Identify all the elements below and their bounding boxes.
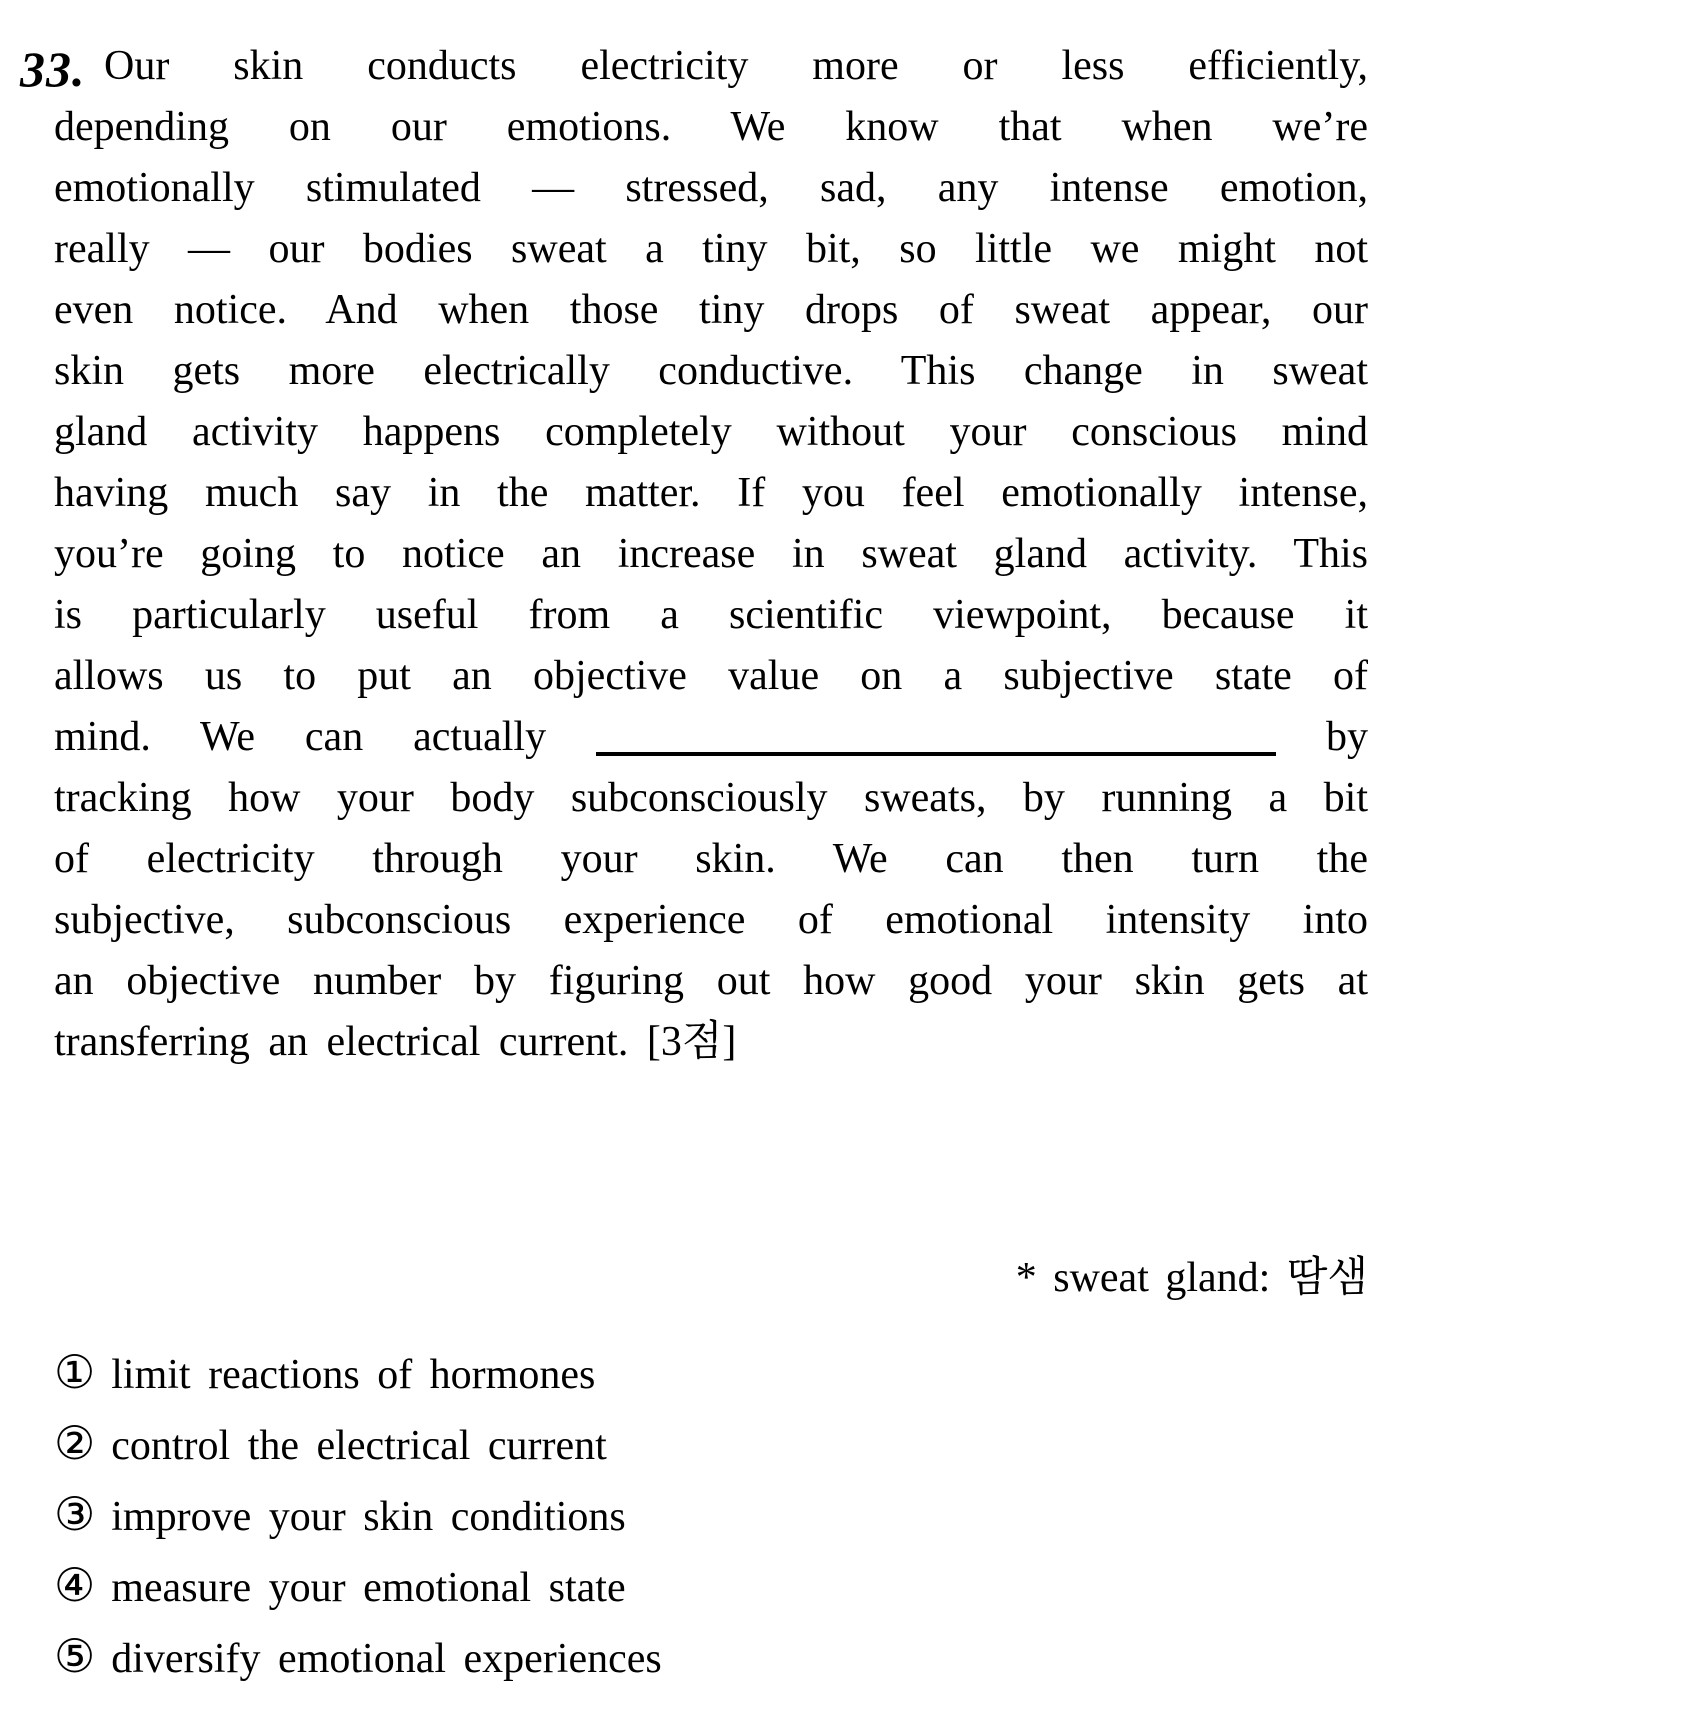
choice-1 [54, 1337, 1368, 1408]
passage-line: really — our bodies sweat a tiny bit, so little we might not [54, 226, 1368, 272]
choice-1-text: limit reactions of hormones [111, 1352, 596, 1398]
choice-2-marker: ② [54, 1416, 96, 1470]
choice-4-marker: ④ [54, 1558, 96, 1612]
question-number: 33. [20, 41, 86, 97]
passage-line: is particularly useful from a scientific viewpoint, because it [54, 592, 1368, 638]
passage-line: depending on our emotions. We know that when we’re [54, 104, 1368, 150]
passage-line: Our skin conducts electricity more or less efficiently, [104, 43, 1368, 89]
passage-line: transferring an electrical current. [3점] [54, 1019, 737, 1065]
choice-5-text: diversify emotional experiences [111, 1636, 662, 1682]
choice-2-text: control the electrical current [111, 1423, 607, 1469]
footnote: * sweat gland: 땀샘 [1015, 1255, 1368, 1301]
choice-3-marker: ③ [54, 1487, 96, 1541]
passage-line: skin gets more electrically conductive. This change in sweat [54, 348, 1368, 394]
choice-5 [54, 1621, 1368, 1692]
choice-5-marker: ⑤ [54, 1629, 96, 1683]
passage-line: having much say in the matter. If you feel emotionally intense, [54, 470, 1368, 516]
choices [54, 1337, 1368, 1692]
passage-line: even notice. And when those tiny drops of sweat appear, our [54, 287, 1368, 333]
passage-line: you’re going to notice an increase in sweat gland activity. This [54, 531, 1368, 577]
answer-blank [596, 748, 1276, 756]
passage [54, 36, 1368, 1073]
passage-line: of electricity through your skin. We can then turn the [54, 836, 1368, 882]
choice-3 [54, 1479, 1368, 1550]
passage-line: subjective, subconscious experience of emotional intensity into [54, 897, 1368, 943]
passage-line-with-blank [54, 707, 1368, 768]
passage-line: gland activity happens completely without your conscious mind [54, 409, 1368, 455]
passage-line-text: mind. We can actually [54, 714, 547, 760]
passage-line: allows us to put an objective value on a subjective state of [54, 653, 1368, 699]
choice-3-text: improve your skin conditions [111, 1494, 626, 1540]
passage-line: emotionally stimulated — stressed, sad, any intense emotion, [54, 165, 1368, 211]
passage-line: tracking how your body subconsciously sweats, by running a bit [54, 775, 1368, 821]
passage-line: an objective number by figuring out how good your skin gets at [54, 958, 1368, 1004]
question-content [54, 36, 1368, 1692]
choice-1-marker: ① [54, 1345, 96, 1399]
choice-4-text: measure your emotional state [111, 1565, 626, 1611]
passage-line-tail: by [1326, 714, 1369, 760]
choice-2 [54, 1408, 1368, 1479]
choice-4 [54, 1550, 1368, 1621]
